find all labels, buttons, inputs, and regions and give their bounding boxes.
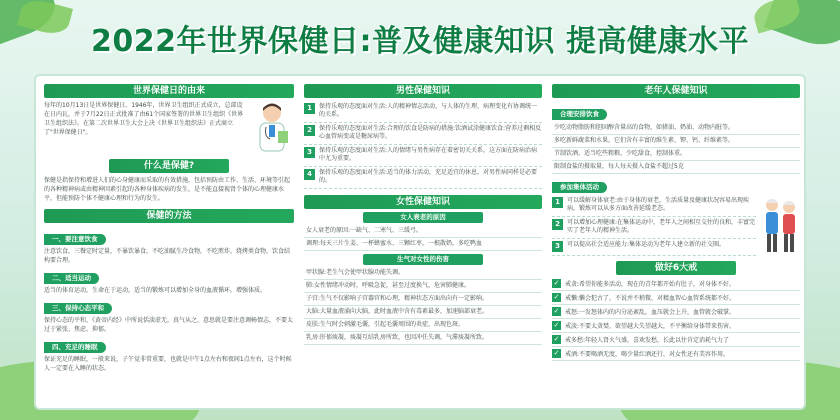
column-male-female [304,84,542,345]
diet-subheader: 合理安排饮食 [552,109,607,120]
checklist-item: ✓ 戒酒:不要喝酒无度，喝少量红酒还行，对女性还有美容作用。 [552,347,800,361]
methods-header: 保健的方法 [44,209,294,223]
checkbox-icon: ✓ [553,349,560,357]
checklist-item: ✓ 戒贪:希望你能多活动，现在的青年都开始有肚子，对身体不好。 [552,277,800,291]
list-item: 少吃动物脂肪和胆固醇含量高的食物，如猪油、奶油、动物内脏等。 [552,122,800,135]
list-item: 皮肤:生气时会刺激毛囊，引起毛囊周围的炎症，出现色斑。 [304,319,542,332]
method-head: 二、适当运动 [44,273,99,284]
checkbox-icon: ✓ [553,335,560,343]
content-board [34,74,806,410]
page-title: 2022年世界保健日:普及健康知识 提高健康水平 [91,24,749,59]
list-item: 多吃新鲜蔬菜和水果，它们含有丰富的维生素、钾、钙、纤维素等。 [552,135,800,148]
female-header: 女性保健知识 [304,195,542,209]
list-item: 肺:女性情绪冲动时，呼吸急促，甚至过度换气，危害肺健康。 [304,280,542,293]
list-item: 大脑:大量血液涌向大脑，此时血液中含有毒素最多，加速脑部衰老。 [304,306,542,319]
list-item: 子宫:生气不仅影响子宫器官和心理，精神状态方面出向有一定影响。 [304,293,542,306]
origin-text: 每年的10月13日是世界保健日。1946年，世界卫生组织正式成立，总部设在日内瓦，并于7月22日正式批准了由61个国家签署的世界卫生组织《世界卫生组织法》。在第二次世界卫生大会上决《世界卫生组织法》正式商立了"世界保健日"。 [44,102,244,136]
method-item [44,226,294,265]
group-subheader: 参加集体活动 [552,182,607,193]
method-text: 保证充足的睡眠，一般来说，子午觉非常重要，也就是中午1点左右和夜间1点左右，这个时候人一定要在入睡的状态。 [44,356,292,372]
checkbox-icon: ✓ [553,321,560,329]
checklist-item: ✓ 戒淡:不要太贪婪，欲望越大失望越大，不平衡给身体带来伤害。 [552,319,800,333]
checkbox-icon: ✓ [553,307,560,315]
male-header: 男性保健知识 [304,84,542,98]
checklist-item: ✓ 戒多愁:年轻人肾火气盛，喜欢发愁，长此以往肯定消耗气力了 [552,333,800,347]
list-item: 节制饮酒，适当吃些粗粮，少吃甜食，控制体重。 [552,148,800,161]
list-item: 3 保持乐观的态度面对生活:人的情绪与男性病存在着密切关关系，这方面在防病治病中尤为重要。 [304,145,542,167]
list-item: 3 可以提高社会适应能力:集体运动为老年人建立新的社交圈。 [552,239,756,256]
list-item: 限制食盐的摄取量，每人每天摄入食盐不超过5克 [552,161,800,174]
method-item [44,334,294,373]
list-item: 1 保持乐观的态度面对生活:人的精神情志活动，与人体的生理、病理变化有协调统一的关系。 [304,101,542,123]
method-text: 适当的体育运动，生命在于运动，适当的锻炼可以增加全身的血液循环，增强体质。 [44,287,267,294]
qi-subheader: 生气对女性的伤害 [363,254,483,265]
method-text: 注意饮食，三餐定时定量，不暴饮暴食，不吃油腻生冷食物，不吃煎炸，烧烤类食物，饮食结构要合理。 [44,248,291,264]
list-item: 甲状腺:老生气会使甲状腺功能失调。 [304,267,542,280]
quit-header: 做好6大戒 [616,261,736,275]
list-item: 1 可以缓解身体衰老:由于身体的衰老，生活质量及健康状况容易出现疾病，锻炼可以从多方面改善延缓老态。 [552,195,756,217]
list-item: 4 保持乐观的态度面对生活:适当的体力活动，充足适宜的休息，对男性病同样是必要的。 [304,167,542,189]
method-item [44,295,294,334]
list-item: 乳房:肝郁痰凝，痰凝互结乳房所致，也因冲任失调，气滞痰凝所致。 [304,332,542,345]
method-head: 一、要注意饮食 [44,234,106,245]
checklist-item: ✓ 戒怒:一发怒体内的内分泌紊乱，血压就会上升，血管就会破掌。 [552,305,800,319]
list-item: 调理:每天三片生姜、一杯蜂蜜水、三颗红枣，一根散奶，多吃鸭血 [304,238,542,251]
column-elderly [552,84,800,361]
elder-header: 老年人保健知识 [552,84,800,98]
what-text: 保健是指保持和增进人们的心身健康而采取的有效措施，包括预防由工作、生活、环境等引起的各种精神病或由精神因素引起的各种身体疾病的发生，是不能直接视肾个体的心理健康水平，但能预防个体不健康心理和行为的发生。 [44,177,291,202]
what-header: 什么是保健? [109,159,229,173]
doctor-figure [250,101,294,155]
method-item [44,265,294,295]
origin-header: 世界保健日的由来 [44,84,294,98]
list-item: 女人衰老的原因:一缺气、二寒气、三缓弓。 [304,225,542,238]
method-head: 四、充足的睡眠 [44,342,106,353]
list-item: 2 保持乐观的态度面对生活:合理的饮食是防病的措施:饮酒试涂健康饮食:营养过剩相反心血管病变或是糖尿病等。 [304,123,542,145]
checkbox-icon: ✓ [553,293,560,301]
causes-subheader: 女人衰老的原因 [363,212,483,223]
method-text: 保持心态的平和，《黄帝内经》中所说恬淡虚无，真气从之，意思就是要注意调畅情志，不要太过于紧张、焦虑、抑郁。 [44,317,294,333]
column-origin [44,84,294,373]
elderly-couple-figure [760,195,800,255]
method-head: 三、保持心态平和 [44,303,112,314]
list-item: 2 可以增加心理健康:在集体运动中，老年人之间相互交往的良和，丰富完实了老年人的精神生活。 [552,217,756,239]
checkbox-icon: ✓ [553,279,560,287]
checklist-item: ✓ 戒懒:懒会犯古了，不说并不稍微，对精血智心血管系统都不好。 [552,291,800,305]
